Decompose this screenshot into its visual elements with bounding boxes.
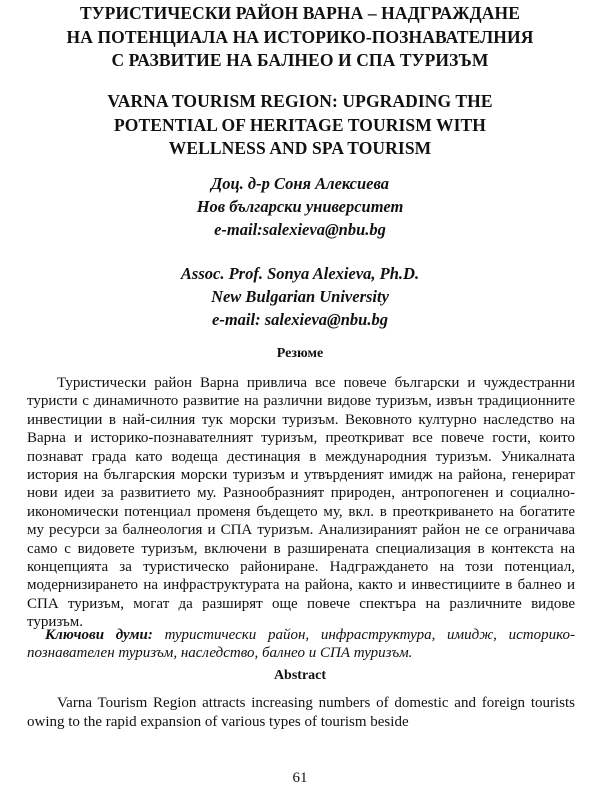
title-english: [6, 90, 594, 161]
title-en-line-1: VARNA TOURISM REGION: UPGRADING THE: [107, 91, 493, 111]
author-email-bg: e-mail:salexieva@nbu.bg: [214, 220, 386, 239]
author-block-english: [0, 262, 600, 331]
abstract-heading-bg: Резюме: [276, 346, 324, 361]
author-affiliation-bg: Нов български университет: [196, 197, 404, 216]
page-number: 61: [292, 770, 308, 786]
title-bulgarian: [6, 2, 594, 73]
keywords-text: туристически район, инфраструктура, имидж, историко-познавателен туризъм, наследство, балнео и СПА туризъм.: [27, 627, 576, 662]
title-bg-line-2: НА ПОТЕНЦИАЛА НА ИСТОРИКО-ПОЗНАВАТЕЛНИЯ: [66, 26, 534, 47]
keywords-paragraph: [27, 626, 575, 663]
title-bg-line-1: ТУРИСТИЧЕСКИ РАЙОН ВАРНА – НАДГРАЖДАНЕ: [79, 3, 521, 23]
abstract-heading-en: Abstract: [273, 668, 327, 683]
title-en-line-2: POTENTIAL OF HERITAGE TOURISM WITH: [114, 114, 486, 135]
title-en-line-3: WELLNESS AND SPA TOURISM: [168, 138, 432, 158]
author-block-bulgarian: [0, 172, 600, 241]
author-affiliation-en: New Bulgarian University: [211, 287, 389, 306]
abstract-body-en: Varna Tourism Region attracts increasing numbers of domestic and foreign tourists owing to the rapid expansion of various types of tourism beside: [27, 695, 575, 730]
author-name-en: Assoc. Prof. Sonya Alexieva, Ph.D.: [180, 264, 420, 283]
abstract-body-bg: Туристически район Варна привлича все повече български и чуждестранни туристи с динамичното развитие на различни видове туризъм, извън традиционните инвестиции в най-силния тук морски туризъм. Вековното културно наследство на Варна и историко-познавателният туризъм, преоткриват все повече гости, които познават града като водеща дестинация в международния туризъм. Уникалната история на българския морски туризъм и утвърденият имидж на района, генерират нови идеи за развитието му. Разнообразният природен, антропогенен и социално-икономически потенциал променя бъдещето му, вкл. в преоткриването на богатите му ресурси за балнеология и СПА туризъм. Анализираният район не се ограничава само с видовете туризъм, включени в разширената специализация в контекста на концепцията за туристическо райониране. Надграждането на този потенциал, модернизирането на инфраструктурата на района, както и инвестициите в балнео и СПА туризъм, могат да разширят още повече спектъра на различните видове туризъм.: [27, 375, 575, 631]
title-bg-line-3: С РАЗВИТИЕ НА БАЛНЕО И СПА ТУРИЗЪМ: [111, 50, 489, 70]
keywords-label: Ключови думи:: [45, 627, 153, 643]
author-email-en: e-mail: salexieva@nbu.bg: [212, 310, 388, 329]
author-name-bg: Доц. д-р Соня Алексиева: [210, 174, 390, 193]
